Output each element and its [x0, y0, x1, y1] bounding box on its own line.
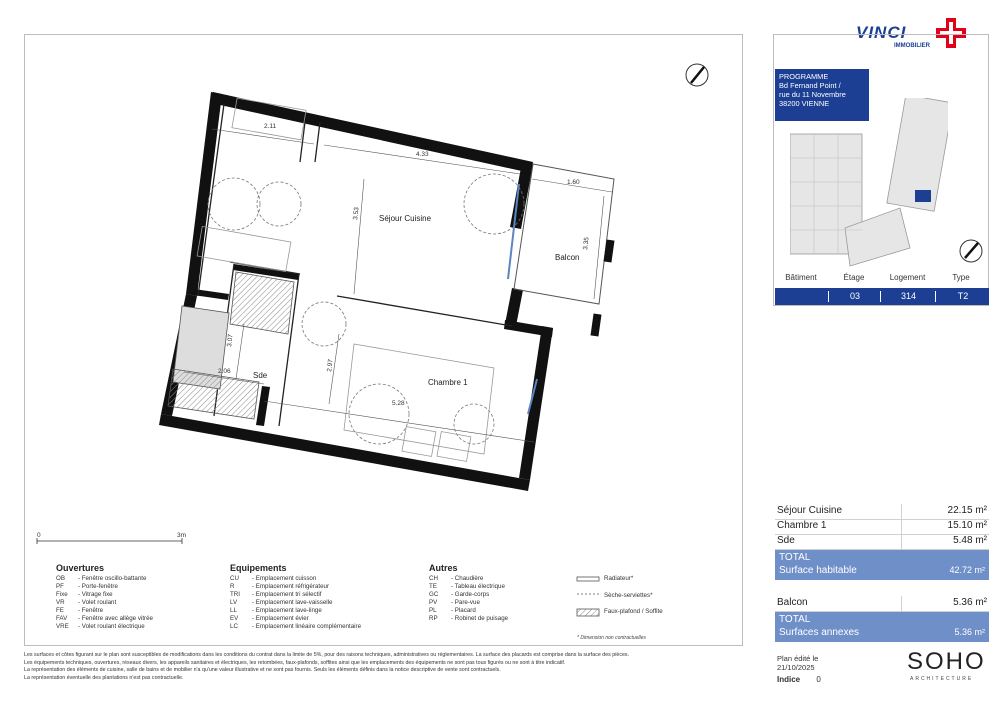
edition-date: 21/10/2025 [777, 663, 815, 672]
legend-title: Autres [429, 563, 458, 573]
disclaimer-notes [24, 652, 764, 682]
dimension-label: 3.35 [582, 236, 591, 251]
surface-row: Sde 5.48 m² [775, 534, 989, 550]
legend-note: * Dimension non contractuelles [577, 635, 646, 641]
surface-row: Balcon 5.36 m² [775, 596, 989, 612]
compass-icon [686, 64, 708, 86]
scale-start: 0 [37, 532, 41, 539]
legend-ouvertures [56, 563, 153, 631]
dimension-label: 2.06 [218, 368, 231, 375]
table-cell: 314 [880, 291, 936, 302]
room-label-balcon: Balcon [555, 253, 580, 262]
note-line: Les équipements techniques, ouvertures, réseaux divers, les appareils sanitaires et électriques, les retombées, faux-plafonds, soffites ainsi que les emplacements des équipements ne sont pas tous figurés ou ne sont à titre indicatif. [24, 659, 566, 666]
table-header: Bâtiment [785, 273, 817, 282]
dimension-label: 3.07 [226, 333, 235, 348]
programme-label: PROGRAMME [779, 72, 829, 81]
legend-item: FAV - Fenêtre avec allège vitrée [56, 615, 153, 622]
legend-equipements [230, 563, 361, 631]
soho-logo: SOHO [907, 648, 986, 675]
legend-autres [429, 563, 508, 623]
legend-item: R - Emplacement réfrigérateur [230, 583, 330, 590]
room-label-sde: Sde [253, 371, 268, 380]
legend-item: VRE - Volet roulant électrique [56, 623, 145, 630]
room-label-sejour: Séjour Cuisine [379, 214, 432, 223]
table-cell: 03 [828, 291, 881, 302]
programme-address: rue du 11 Novembre [779, 90, 846, 99]
table-header: Logement [889, 273, 926, 282]
legend-item: RP - Robinet de puisage [429, 615, 509, 622]
programme-address: 38200 VIENNE [779, 99, 830, 108]
legend-item: TRI - Emplacement tri sélectif [230, 591, 322, 598]
indice: Indice 0 [777, 675, 821, 684]
vinci-logo: VINCI IMMOBILIER [856, 23, 930, 49]
note-line: La représentation éventuelle des plantations n'est pas contractuelle. [24, 674, 184, 681]
scale-end: 3m [177, 532, 187, 539]
dimension-label: 4.33 [416, 151, 429, 158]
compass-icon [958, 238, 984, 264]
legend-item: TE - Tableau électrique [429, 583, 505, 590]
legend-seche: Sèche-serviettes* [604, 592, 653, 599]
wall-right-upper [510, 162, 533, 229]
wall-right-lower [519, 326, 553, 480]
legend-item: PV - Pare-vue [429, 599, 480, 606]
total-annexes: TOTAL Surfaces annexes 5.36 m² [775, 612, 989, 642]
table-cell: T2 [935, 291, 990, 302]
dimension-label: 2.97 [326, 358, 335, 373]
surface-row: Chambre 1 15.10 m² [775, 519, 989, 535]
legend-item: FE - Fenêtre [56, 607, 104, 614]
dimension-label: 1.60 [567, 179, 580, 186]
programme-address: Bd Fernand Point / [779, 81, 841, 90]
floor-plan [24, 34, 743, 646]
legend-radiateur: Radiateur* [604, 575, 634, 582]
legend-item: CU - Emplacement cuisson [230, 575, 317, 582]
wall-left-upper [186, 92, 222, 296]
wall-right-mid [505, 288, 523, 326]
legend-item: OB - Fenêtre oscillo-battante [56, 575, 147, 582]
wall-sde-right [256, 386, 270, 426]
legend-item: LC - Emplacement linéaire complémentaire [230, 623, 362, 630]
dimension-label: 5.28 [392, 400, 405, 407]
legend-title: Ouvertures [56, 563, 105, 573]
table-header: Type [952, 273, 970, 282]
legend-item: GC - Garde-corps [429, 591, 490, 598]
legend-item: LL - Emplacement lave-linge [230, 607, 322, 614]
legend-item: VR - Volet roulant [56, 599, 117, 606]
note-line: La représentation des éléments de cuisine, salle de bains et de mobilier n'a qu'une valeur illustrative et ne sont pas fournis. Seuls les éléments définis dans la notice descriptive de vente sont contractuels. [24, 667, 501, 674]
edition-label: Plan édité le [777, 654, 819, 663]
legend-item: LV - Emplacement lave-vaisselle [230, 599, 333, 606]
surface-row: Séjour Cuisine 22.15 m² [775, 504, 989, 520]
legend-item: PF - Porte-fenêtre [56, 583, 118, 590]
legend-item: CH - Chaudière [429, 575, 484, 582]
note-line: Les surfaces et côtes figurant sur le plan sont susceptibles de modifications dans les conditions du contrat dans la limite de 5%, pour des raisons techniques, administratives ou réglementaires. La surface des placards est comprise dans la surface des pièces. [24, 652, 630, 658]
wall-right-lower2 [504, 320, 553, 337]
soho-subtitle: ARCHITECTURE [910, 676, 974, 682]
total-habitable: TOTAL Surface habitable 42.72 m² [775, 550, 989, 580]
legend-item: PL - Placard [429, 607, 476, 614]
legend-item: Fixe - Vitrage fixe [56, 591, 113, 598]
table-header: Étage [843, 273, 865, 282]
dimension-label: 2.11 [264, 123, 277, 130]
legend-title: Equipements [230, 563, 287, 573]
legend-faux-plafond: Faux-plafond / Soffite [604, 608, 663, 615]
edition-info [777, 654, 818, 672]
lot-table-row [775, 288, 989, 305]
room-label-chambre: Chambre 1 [428, 378, 468, 387]
dimension-label: 3.53 [352, 206, 361, 221]
lot-highlight [915, 190, 931, 202]
legend-item: EV - Emplacement évier [230, 615, 309, 622]
site-plan-thumbnail [790, 98, 948, 268]
